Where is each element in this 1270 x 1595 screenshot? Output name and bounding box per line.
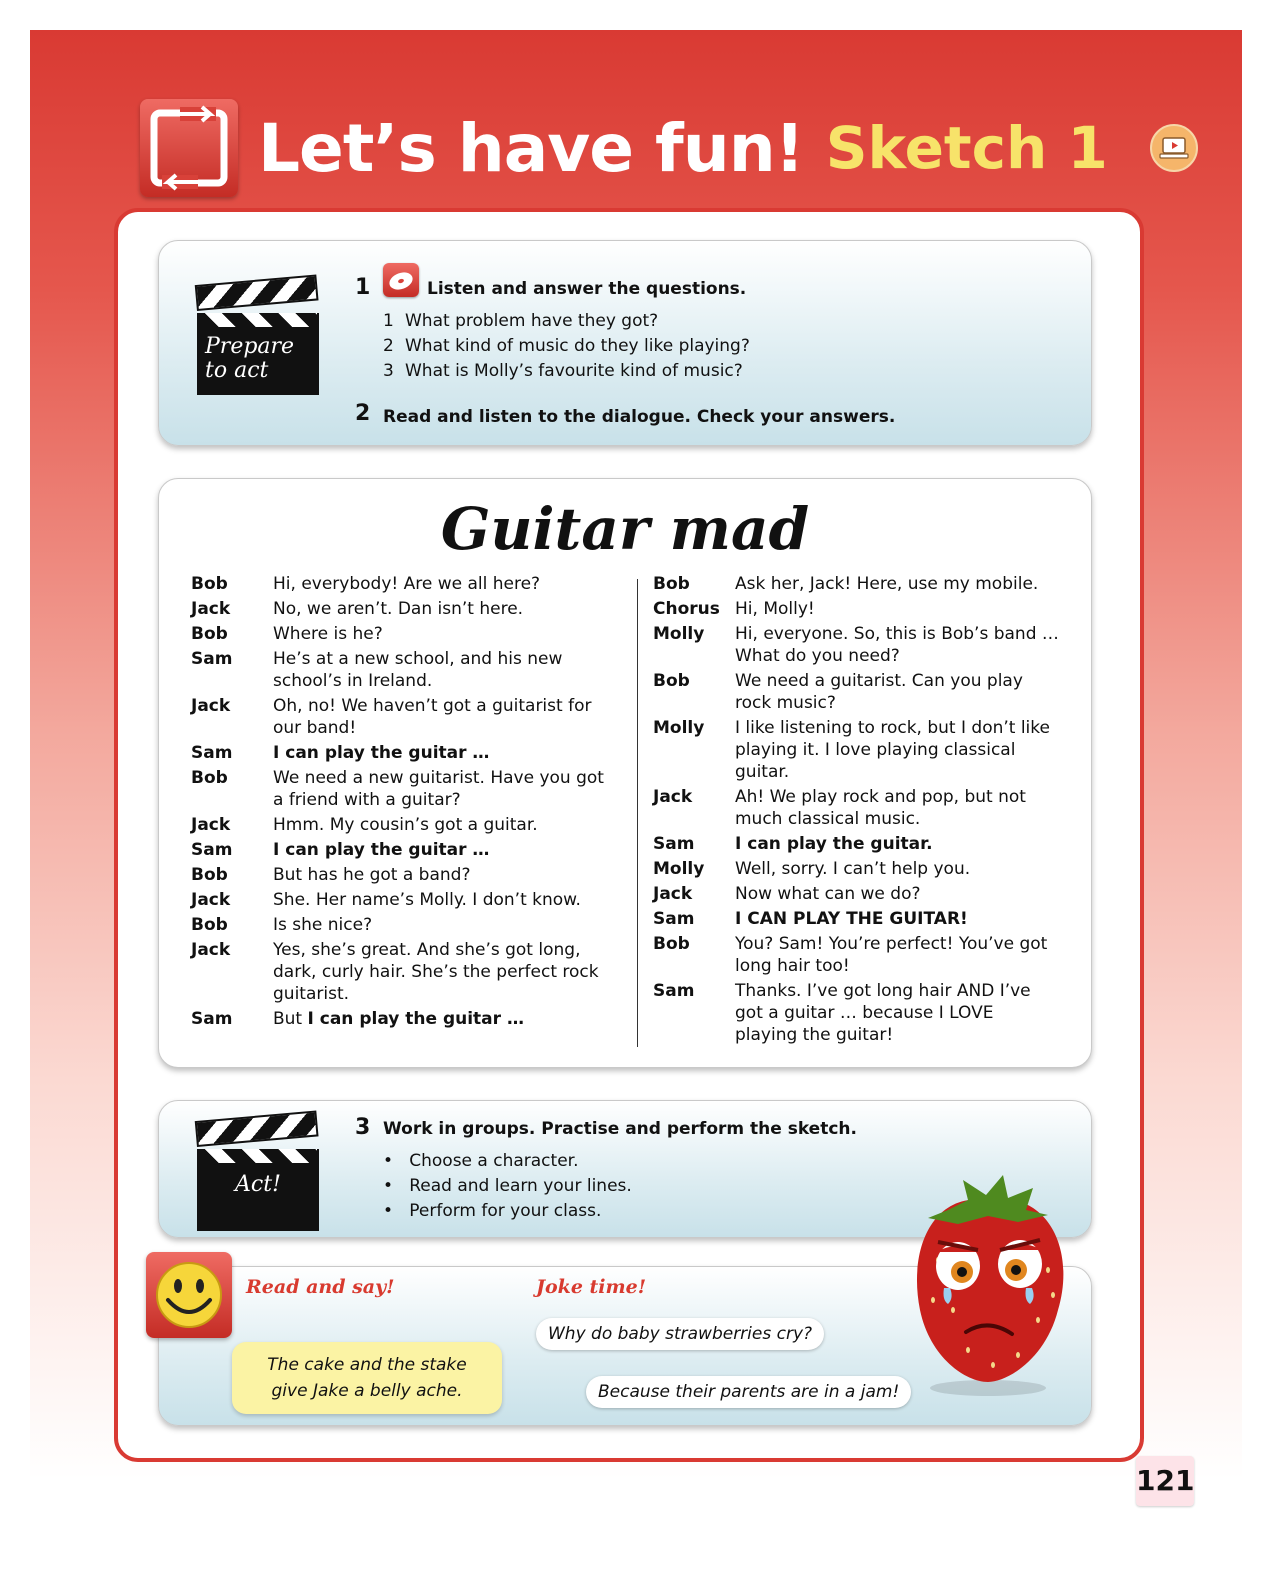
dialogue-line: Jack Oh, no! We haven’t got a guitarist for our band! [191, 696, 592, 738]
dialogue-column-right [653, 573, 1073, 1049]
exercise-instruction: Listen and answer the questions. [427, 279, 747, 299]
column-divider [637, 579, 638, 1047]
bullet-item: • Choose a character. [383, 1151, 579, 1171]
dialogue-line: Bob But has he got a band? [191, 865, 471, 885]
dialogue-line: Jack She. Her name’s Molly. I don’t know. [191, 890, 581, 910]
audio-cd-icon[interactable] [383, 263, 419, 297]
smiley-icon [146, 1252, 232, 1338]
screen-icon[interactable] [1150, 124, 1198, 172]
dialogue-line: Jack Now what can we do? [653, 884, 921, 904]
tongue-twister-bubble: The cake and the stake give Jake a belly ache. [232, 1342, 502, 1414]
dialogue-line: Sam I can play the guitar … [191, 743, 490, 763]
page-title: Let’s have fun! [258, 109, 804, 187]
dialogue-line: Sam He’s at a new school, and his new school’s in Ireland. [191, 649, 563, 691]
bullet-item: • Perform for your class. [383, 1201, 602, 1221]
dialogue-title: Guitar mad [440, 495, 810, 563]
dialogue-line: Bob Where is he? [191, 624, 383, 644]
dialogue-line: Jack Hmm. My cousin’s got a guitar. [191, 815, 538, 835]
dialogue-line: Jack No, we aren’t. Dan isn’t here. [191, 599, 524, 619]
exercise-number: 3 [355, 1115, 371, 1140]
clapperboard-icon [197, 285, 319, 395]
page-subtitle: Sketch 1 [825, 114, 1108, 182]
dialogue-line: Jack Ah! We play rock and pop, but not much classical music. [653, 787, 1026, 829]
question-item: 2 What kind of music do they like playing? [383, 336, 750, 356]
dialogue-line: Molly I like listening to rock, but I don’t like playing it. I love playing classical guitar. [653, 718, 1050, 782]
exercise-number: 2 [355, 401, 371, 426]
joke-answer-bubble: Because their parents are in a jam! [586, 1376, 911, 1408]
dialogue-line: Sam Thanks. I’ve got long hair AND I’ve got a guitar … because I LOVE playing the guitar! [653, 981, 1031, 1045]
dialogue-line: Bob Ask her, Jack! Here, use my mobile. [653, 574, 1039, 594]
dialogue-line: Molly Well, sorry. I can’t help you. [653, 859, 971, 879]
page-number: 121 [1136, 1456, 1194, 1506]
dialogue-line: Bob Hi, everybody! Are we all here? [191, 574, 541, 594]
dialogue-column-left [191, 573, 621, 1033]
bullet-item: • Read and learn your lines. [383, 1176, 632, 1196]
dialogue-line: Bob Is she nice? [191, 915, 373, 935]
crying-strawberry-illustration [908, 1170, 1078, 1400]
dialogue-line: Jack Yes, she’s great. And she’s got long, dark, curly hair. She’s the perfect rock guitarist. [191, 940, 599, 1004]
prepare-box [158, 240, 1092, 446]
dialogue-box [158, 478, 1092, 1068]
dialogue-line: Bob We need a guitarist. Can you play rock music? [653, 671, 1023, 713]
dialogue-line: Sam I CAN PLAY THE GUITAR! [653, 909, 968, 929]
dialogue-line: Bob We need a new guitarist. Have you got a friend with a guitar? [191, 768, 604, 810]
clapper-label-line1: Prepare [205, 334, 295, 359]
exercise-number: 1 [355, 275, 371, 300]
question-item: 3 What is Molly’s favourite kind of music? [383, 361, 743, 381]
exercise-instruction: Read and listen to the dialogue. Check your answers. [383, 407, 896, 427]
dialogue-line: Bob You? Sam! You’re perfect! You’ve got long hair too! [653, 934, 1048, 976]
joke-question-bubble: Why do baby strawberries cry? [536, 1318, 824, 1350]
question-item: 1 What problem have they got? [383, 311, 659, 331]
revision-arrows-icon [140, 99, 238, 197]
dialogue-line: Molly Hi, everyone. So, this is Bob’s band … What do you need? [653, 624, 1059, 666]
read-and-say-heading: Read and say! [246, 1276, 395, 1298]
dialogue-line: Sam I can play the guitar. [653, 834, 933, 854]
dialogue-line: Sam I can play the guitar … [191, 840, 490, 860]
exercise-instruction: Work in groups. Practise and perform the sketch. [383, 1119, 857, 1139]
dialogue-line: Chorus Hi, Molly! [653, 599, 815, 619]
dialogue-line: Sam But I can play the guitar … [191, 1009, 524, 1029]
clapper-label-line2: to act [205, 358, 269, 383]
clapperboard-icon [197, 1121, 319, 1231]
page-header [140, 98, 1108, 198]
clapper-label: Act! [235, 1172, 281, 1197]
joke-time-heading: Joke time! [536, 1276, 647, 1298]
